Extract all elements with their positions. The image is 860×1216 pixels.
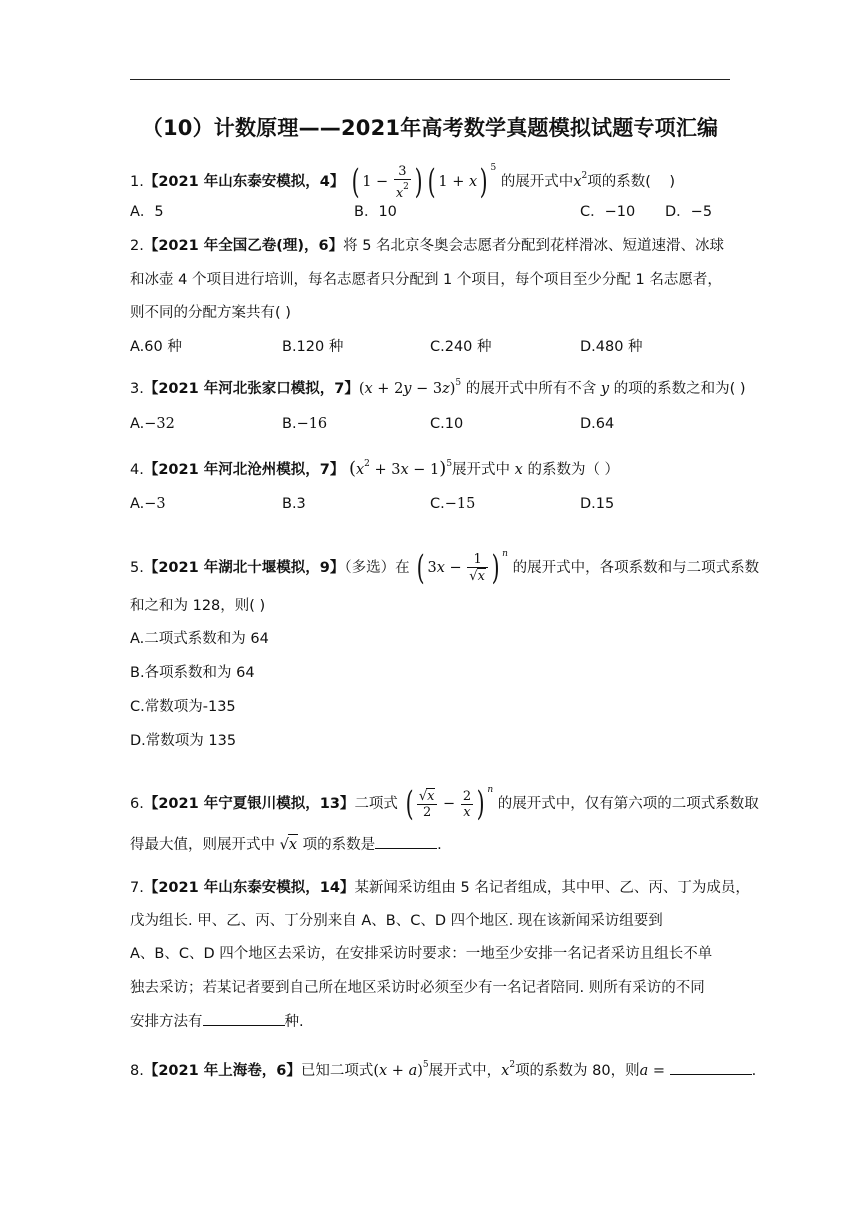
question-3: 3.【2021 年河北张家口模拟，7】$(x + 2y - 3z)^5$ 的展开式中所有不含 y 的项的系数之和为( ) — [130, 378, 746, 397]
question-source: 【2021 年宁夏银川模拟，13】 — [143, 796, 355, 812]
question-4: 4.【2021 年河北沧州模拟，7】 $(x^2 + 3x - 1)^5$展开式中 x 的系数为（ ） — [130, 458, 620, 479]
option-c: C.−15 — [430, 496, 476, 512]
option-b: B.各项系数和为 64 — [130, 665, 255, 681]
question-6-line2: 得最大值，则展开式中 √x 项的系数是 . — [130, 834, 442, 855]
question-source: 【2021 年山东泰安模拟，14】 — [143, 880, 355, 896]
question-5: 5.【2021 年湖北十堰模拟，9】（多选）在 ( 3x − $\frac{1}{√x}$ ) $^n$ 的展开式中，各项系数和与二项式系数 — [130, 548, 760, 588]
question-number: 5. — [130, 560, 144, 576]
answer-blank[interactable] — [203, 1025, 285, 1026]
option-d: D.64 — [580, 416, 615, 432]
page-title: （10）计数原理——2021年高考数学真题模拟试题专项汇编 — [141, 116, 719, 140]
formula: ( 3x − $\frac{1}{√x}$ ) $^n$ — [416, 548, 508, 588]
option-c: C．−10 — [580, 204, 636, 220]
question-2-line3: 则不同的分配方案共有( ) — [130, 305, 291, 321]
formula: $(x + 2y - 3z)^5$ — [358, 378, 462, 397]
option-b: B．10 — [354, 204, 397, 220]
formula: ( $\frac{√x}{2}$ − $\frac{2}{x}$ ) $^n$ — [405, 784, 494, 824]
option-a: A.−3 — [130, 496, 166, 512]
answer-blank[interactable] — [670, 1074, 752, 1075]
option-a: A.−32 — [130, 416, 175, 432]
option-a: A．5 — [130, 204, 164, 220]
option-d: D.480 种 — [580, 339, 643, 355]
question-number: 4. — [130, 462, 144, 478]
question-source: 【2021 年上海卷，6】 — [143, 1063, 301, 1079]
question-7-line5: 安排方法有 种. — [130, 1014, 304, 1030]
question-1: 1.【2021 年山东泰安模拟，4】 ( 1 − $\frac{3}{x^2}$ ) ( 1 + x) $^5$ 的展开式中$x^2$项的系数( ) — [130, 162, 676, 202]
option-a: A.二项式系数和为 64 — [130, 631, 269, 647]
option-b: B.3 — [282, 496, 306, 512]
question-number: 7. — [130, 880, 144, 896]
question-7: 7.【2021 年山东泰安模拟，14】某新闻采访组由 5 名记者组成，其中甲、乙、丙、丁为成员， — [130, 880, 750, 896]
question-7-line3: A、B、C、D 四个地区去采访，在安排采访时要求：一地至少安排一名记者采访且组长不单 — [130, 946, 713, 962]
question-8: 8.【2021 年上海卷，6】已知二项式$(x + a)^5$展开式中，$x^2$项的系数为 80，则a = . — [130, 1060, 757, 1079]
option-d: D.常数项为 135 — [130, 733, 237, 749]
formula: $(x^2 + 3x - 1)^5$ — [348, 458, 453, 479]
question-2-line2: 和冰壶 4 个项目进行培训，每名志愿者只分配到 1 个项目，每个项目至少分配 1 名志愿者， — [130, 272, 722, 288]
answer-blank[interactable] — [375, 848, 437, 849]
question-number: 8. — [130, 1063, 144, 1079]
question-source: 【2021 年河北沧州模拟，7】 — [143, 462, 345, 478]
question-number: 3. — [130, 381, 144, 397]
option-c: C.240 种 — [430, 339, 492, 355]
question-source: 【2021 年山东泰安模拟，4】 — [143, 174, 345, 190]
question-number: 2. — [130, 238, 144, 254]
option-c: C.常数项为-135 — [130, 699, 236, 715]
question-number: 1. — [130, 174, 144, 190]
question-7-line4: 独去采访；若某记者要到自己所在地区采访时必须至少有一名记者陪同. 则所有采访的不同 — [130, 980, 705, 996]
option-b: B.−16 — [282, 416, 328, 432]
question-source: 【2021 年湖北十堰模拟，9】 — [143, 560, 345, 576]
option-d: D.15 — [580, 496, 615, 512]
formula: ( 1 − $\frac{3}{x^2}$ ) ( 1 + x) $^5$ — [351, 162, 497, 202]
question-5-line2: 和之和为 128，则( ) — [130, 598, 266, 614]
question-source: 【2021 年全国乙卷(理)，6】 — [143, 238, 344, 254]
question-7-line2: 戊为组长. 甲、乙、丙、丁分别来自 A、B、C、D 四个地区. 现在该新闻采访组要到 — [130, 913, 663, 929]
option-d: D．−5 — [665, 204, 713, 220]
header-rule — [130, 79, 730, 80]
question-source: 【2021 年河北张家口模拟，7】 — [143, 381, 359, 397]
option-a: A.60 种 — [130, 339, 182, 355]
question-number: 6. — [130, 796, 144, 812]
option-b: B.120 种 — [282, 339, 344, 355]
option-c: C.10 — [430, 416, 464, 432]
question-2: 2.【2021 年全国乙卷(理)，6】将 5 名北京冬奥会志愿者分配到花样滑冰、短道速滑、冰球 — [130, 238, 725, 254]
question-6: 6.【2021 年宁夏银川模拟，13】二项式 ( $\frac{√x}{2}$ − $\frac{2}{x}$ ) $^n$ 的展开式中，仅有第六项的二项式系数取 — [130, 784, 759, 824]
